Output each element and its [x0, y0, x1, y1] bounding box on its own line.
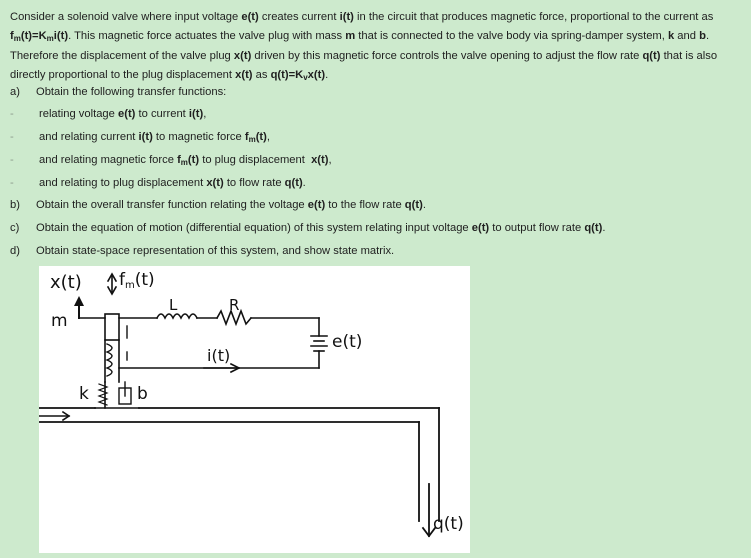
subitem-text: relating voltage e(t) to current i(t),	[39, 108, 207, 120]
question-c	[10, 220, 606, 236]
subitem-3	[10, 152, 332, 168]
intro-text: driven by this magnetic force controls the valve opening to adjust the flow rate	[251, 49, 643, 62]
solenoid-valve-diagram	[39, 266, 470, 553]
intro-text: . This magnetic force actuates the valve plug with mass	[68, 30, 346, 43]
intro-text: .	[325, 69, 329, 82]
question-marker: b)	[10, 199, 20, 211]
question-text: Obtain the equation of motion (differential equation) of this system relating input voltage e(t) to output flow rate q(t).	[36, 222, 606, 234]
intro-text: and	[674, 30, 700, 43]
subitem-text: and relating to plug displacement x(t) to flow rate q(t).	[39, 177, 306, 189]
question-text: Obtain the overall transfer function relating the voltage e(t) to the flow rate q(t).	[36, 199, 426, 211]
subitem-text: and relating magnetic force $f_m(t)$ to plug displacement x(t),	[39, 154, 332, 167]
subitem-2	[10, 129, 270, 145]
intro-bold: q(t)	[642, 49, 661, 62]
intro-bold: i(t)	[339, 11, 354, 23]
problem-statement	[10, 8, 742, 86]
inductor	[157, 314, 197, 318]
intro-text: that is connected to the valve body via spring-damper system,	[355, 30, 668, 43]
subitem-text: and relating current i(t) to magnetic force $f_m(t)$,	[39, 131, 270, 144]
flow-equation: $q(t)=K_vx(t)$	[270, 69, 326, 83]
subitem-1	[10, 106, 207, 122]
intro-bold: k	[667, 30, 675, 43]
dash-marker: -	[10, 108, 14, 120]
spring-label: k	[79, 384, 89, 404]
question-marker: c)	[10, 222, 20, 234]
question-a	[10, 84, 227, 100]
intro-bold: x(t)	[233, 49, 252, 62]
diagram-drawing	[39, 266, 470, 553]
flow-rate-label: q(t)	[433, 514, 464, 534]
force-label: $f_m(t)$	[119, 270, 155, 291]
intro-text: . Therefore the displacement of the valve plug	[10, 30, 710, 62]
question-d	[10, 243, 395, 259]
intro-text: creates current	[258, 11, 340, 23]
question-marker: d)	[10, 245, 20, 257]
question-b	[10, 197, 426, 213]
inductor-label: L	[169, 296, 178, 314]
coil	[107, 344, 112, 376]
subitem-4	[10, 175, 306, 191]
intro-bold: e(t)	[241, 11, 259, 23]
intro-bold: m	[345, 30, 356, 43]
dash-marker: -	[10, 177, 14, 189]
dash-marker: -	[10, 154, 14, 166]
intro-text: as	[252, 69, 271, 82]
voltage-label: e(t)	[332, 332, 363, 352]
displacement-label: x(t)	[50, 272, 82, 293]
damper-label: b	[137, 384, 148, 404]
intro-text: in the circuit that produces magnetic force, proportional to the current as	[353, 11, 714, 23]
intro-text: that is also directly proportional to the plug displacement	[10, 49, 718, 82]
question-marker: a)	[10, 86, 20, 98]
intro-text: Consider a solenoid valve where input voltage	[10, 11, 242, 23]
question-text: Obtain state-space representation of this system, and show state matrix.	[36, 245, 395, 257]
dash-marker: -	[10, 131, 14, 143]
question-text: Obtain the following transfer functions:	[36, 86, 227, 98]
force-equation: $f_m(t)=K_mi(t)$	[10, 30, 69, 44]
resistor-label: R	[229, 296, 240, 314]
intro-bold: b	[699, 30, 706, 43]
current-label: i(t)	[207, 346, 231, 365]
mass-rod	[105, 314, 119, 340]
mass-label: m	[51, 311, 68, 331]
x-arrow-head	[74, 296, 84, 306]
intro-bold: x(t)	[235, 69, 253, 82]
